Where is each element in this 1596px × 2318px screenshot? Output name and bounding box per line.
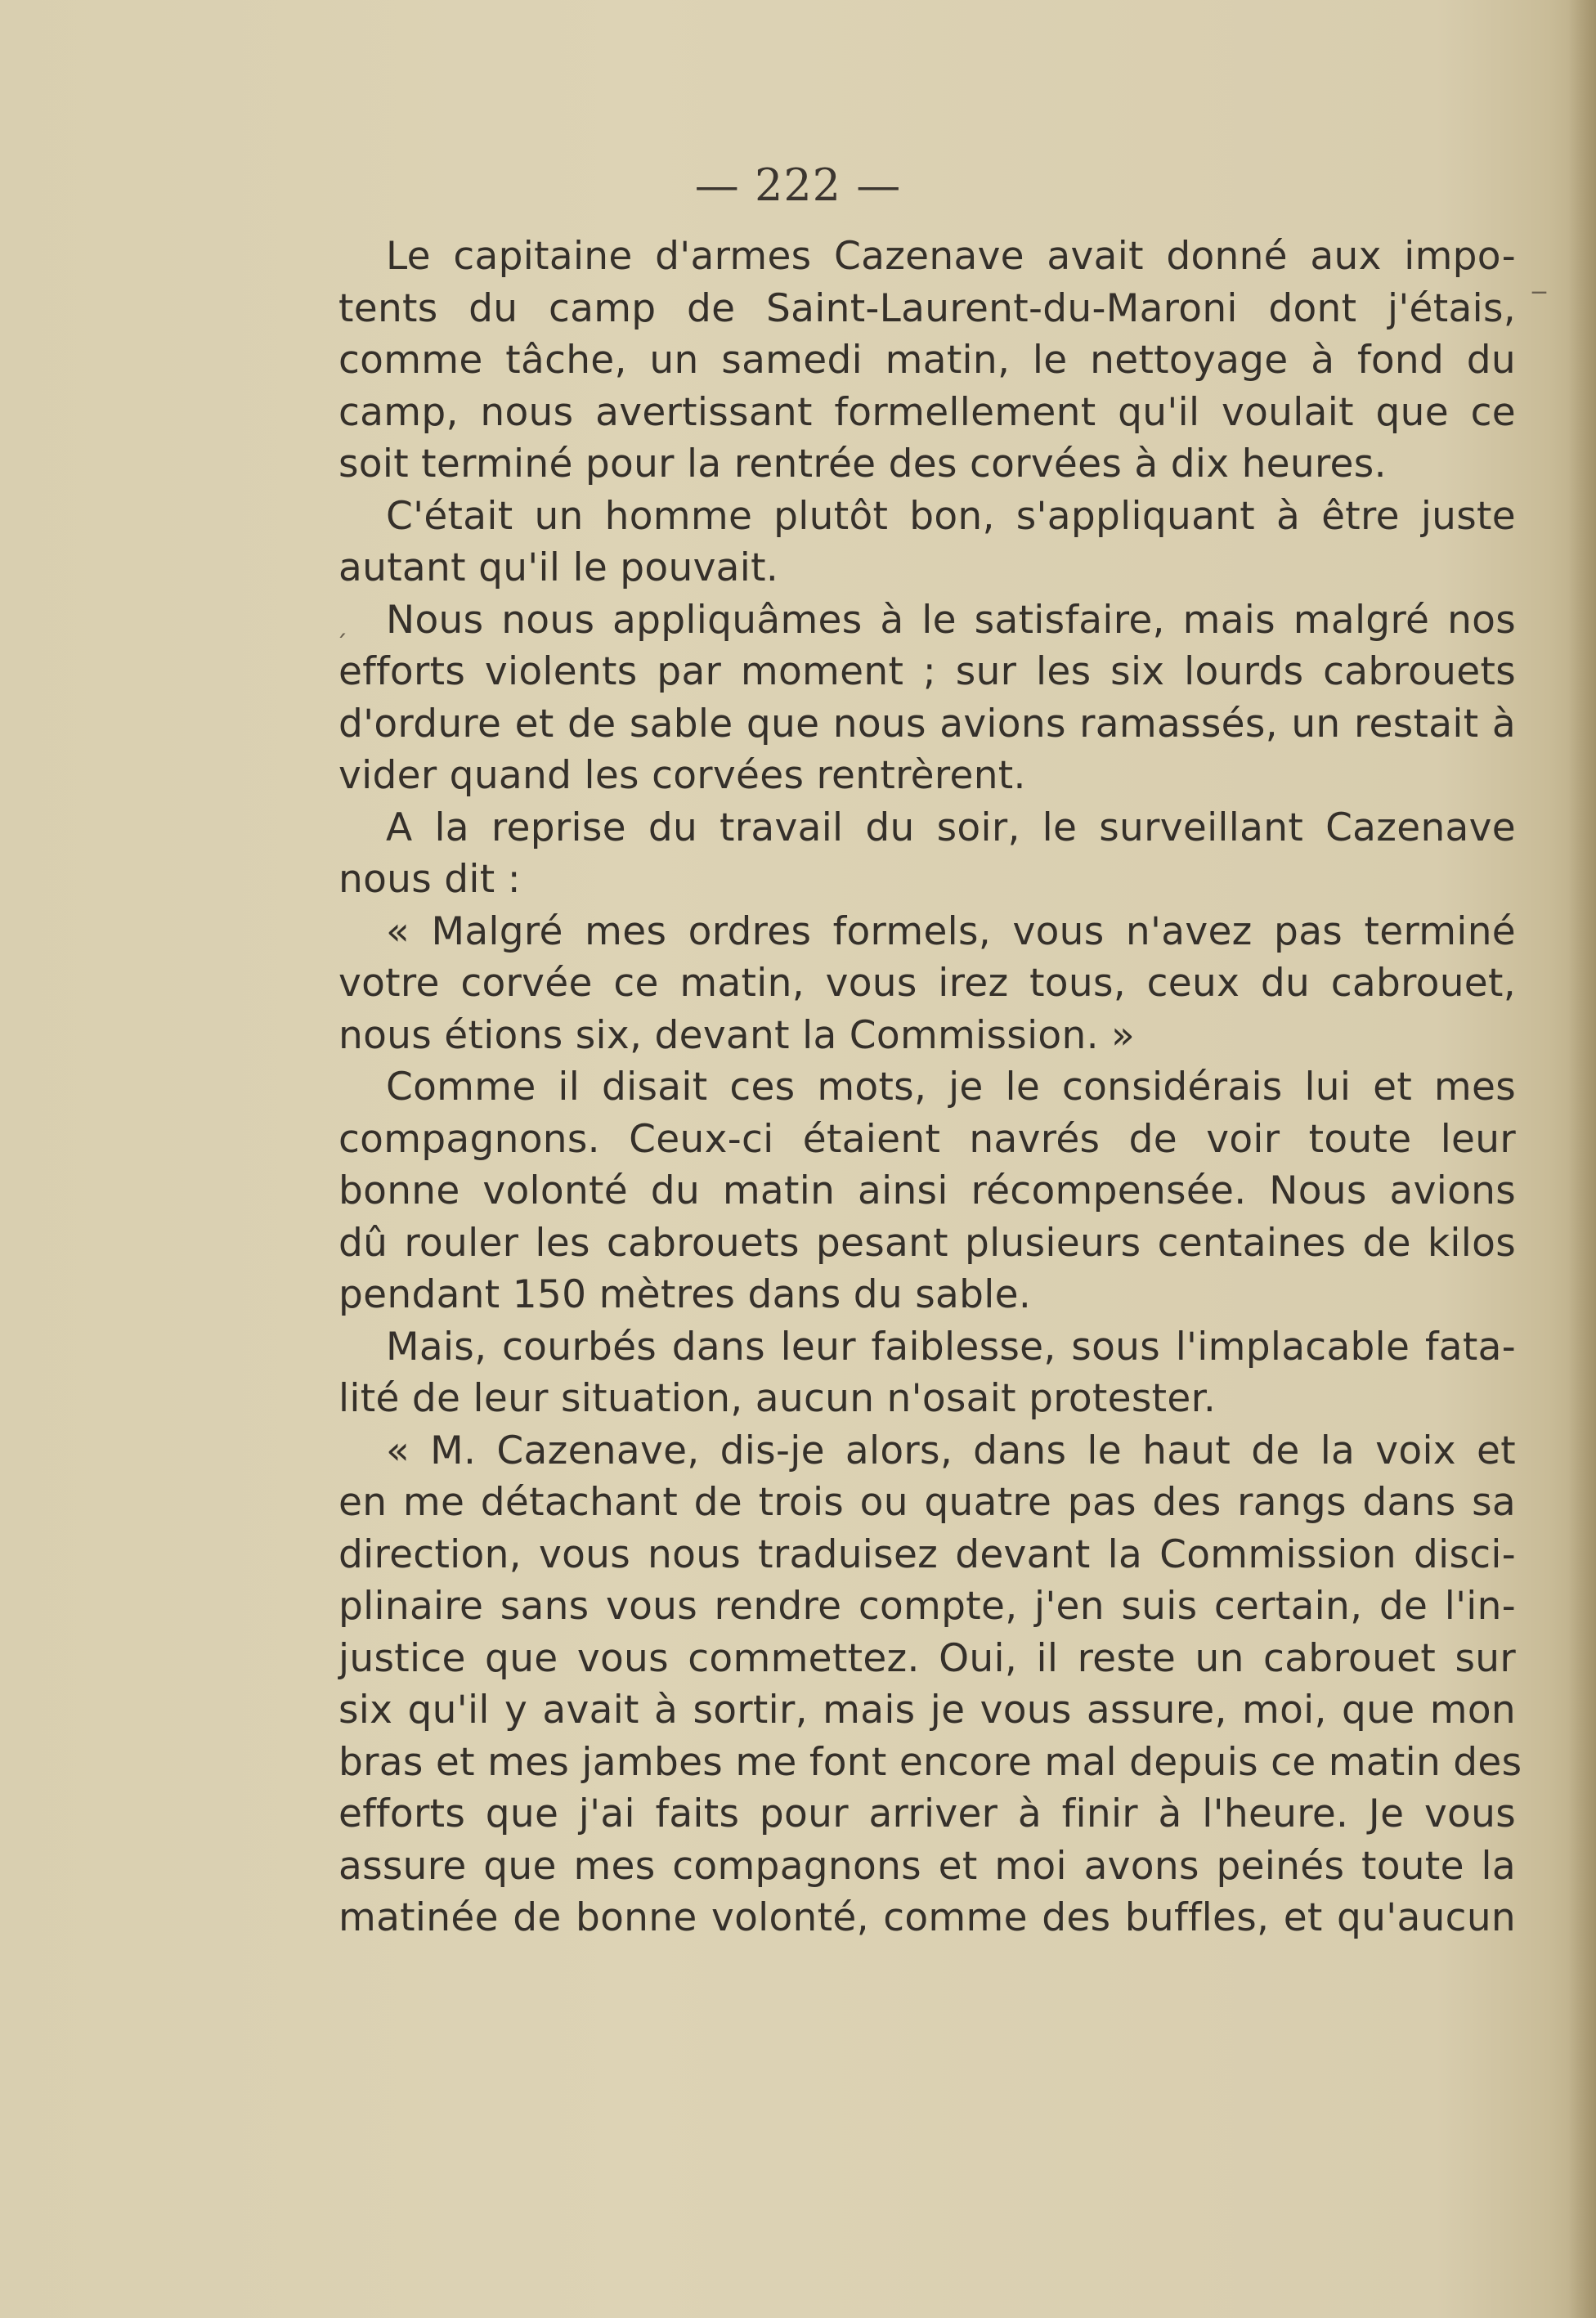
paragraph — [338, 231, 1516, 491]
paragraph — [338, 1321, 1516, 1425]
text-line: efforts violents par moment ; sur les six lourds cabrouets — [338, 649, 1516, 694]
text-line: comme tâche, un samedi matin, le nettoyage à fond du — [338, 338, 1516, 383]
text-line: « M. Cazenave, dis-je alors, dans le haut de la voix et — [386, 1428, 1516, 1473]
text-line: matinée de bonne volonté, comme des buffles, et qu'aucun — [338, 1895, 1516, 1940]
text-line: votre corvée ce matin, vous irez tous, ceux du cabrouet, — [338, 961, 1516, 1006]
text-line: A la reprise du travail du soir, le surveillant Cazenave — [386, 805, 1516, 850]
text-line: Comme il disait ces mots, je le considérais lui et mes — [386, 1065, 1516, 1110]
page-edge-shadow — [1568, 0, 1596, 2318]
text-line: nous étions six, devant la Commission. » — [338, 1012, 1136, 1058]
paragraph — [338, 1425, 1522, 1944]
text-line: pendant 150 mètres dans du sable. — [338, 1272, 1032, 1317]
text-line: « Malgré mes ordres formels, vous n'avez pas terminé — [386, 908, 1516, 954]
text-line: Le capitaine d'armes Cazenave avait donné aux impo- — [386, 234, 1516, 279]
paragraph — [338, 1061, 1516, 1321]
text-line: vider quand les corvées rentrèrent. — [338, 753, 1026, 798]
text-line: autant qu'il le pouvait. — [338, 545, 779, 590]
paragraph — [338, 491, 1516, 594]
text-line: tents du camp de Saint-Laurent-du-Maroni dont j'étais, — [338, 285, 1516, 331]
text-line: dû rouler les cabrouets pesant plusieurs centaines de kilos — [338, 1220, 1516, 1266]
text-line: en me détachant de trois ou quatre pas des rangs dans sa — [338, 1480, 1516, 1525]
text-line: six qu'il y avait à sortir, mais je vous assure, moi, que mon — [338, 1688, 1516, 1733]
text-line: C'était un homme plutôt bon, s'appliquant à être juste — [386, 493, 1516, 539]
text-line: bras et mes jambes me font encore mal depuis ce matin des — [338, 1739, 1522, 1785]
text-line: nous dit : — [338, 857, 521, 902]
text-line: efforts que j'ai faits pour arriver à finir à l'heure. Je vous — [338, 1791, 1516, 1836]
text-line: Nous nous appliquâmes à le satisfaire, mais malgré nos — [386, 597, 1516, 643]
paragraph — [338, 594, 1516, 802]
text-line: camp, nous avertissant formellement qu'il voulait que ce — [338, 389, 1516, 435]
margin-tick-mark: ˏ — [335, 610, 347, 639]
text-line: d'ordure et de sable que nous avions ramassés, un restait à — [338, 701, 1516, 747]
text-line: soit terminé pour la rentrée des corvées à dix heures. — [338, 442, 1387, 486]
paragraph — [338, 906, 1516, 1062]
body-text — [338, 231, 1522, 1944]
text-line: bonne volonté du matin ainsi récompensée. Nous avions — [338, 1168, 1516, 1213]
paragraph — [338, 802, 1516, 906]
text-line: compagnons. Ceux-ci étaient navrés de voir toute leur — [338, 1116, 1516, 1162]
text-line: assure que mes compagnons et moi avons peinés toute la — [338, 1843, 1516, 1889]
text-line: plinaire sans vous rendre compte, j'en suis certain, de l'in- — [338, 1584, 1516, 1629]
text-line: direction, vous nous traduisez devant la Commission disci- — [338, 1531, 1516, 1577]
page-number: — 222 — — [694, 159, 902, 211]
margin-dash-mark: _ — [1532, 262, 1546, 294]
text-line: Mais, courbés dans leur faiblesse, sous l'implacable fata- — [386, 1324, 1516, 1370]
text-line: lité de leur situation, aucun n'osait protester. — [338, 1376, 1217, 1421]
text-line: justice que vous commettez. Oui, il reste un cabrouet sur — [338, 1635, 1516, 1681]
